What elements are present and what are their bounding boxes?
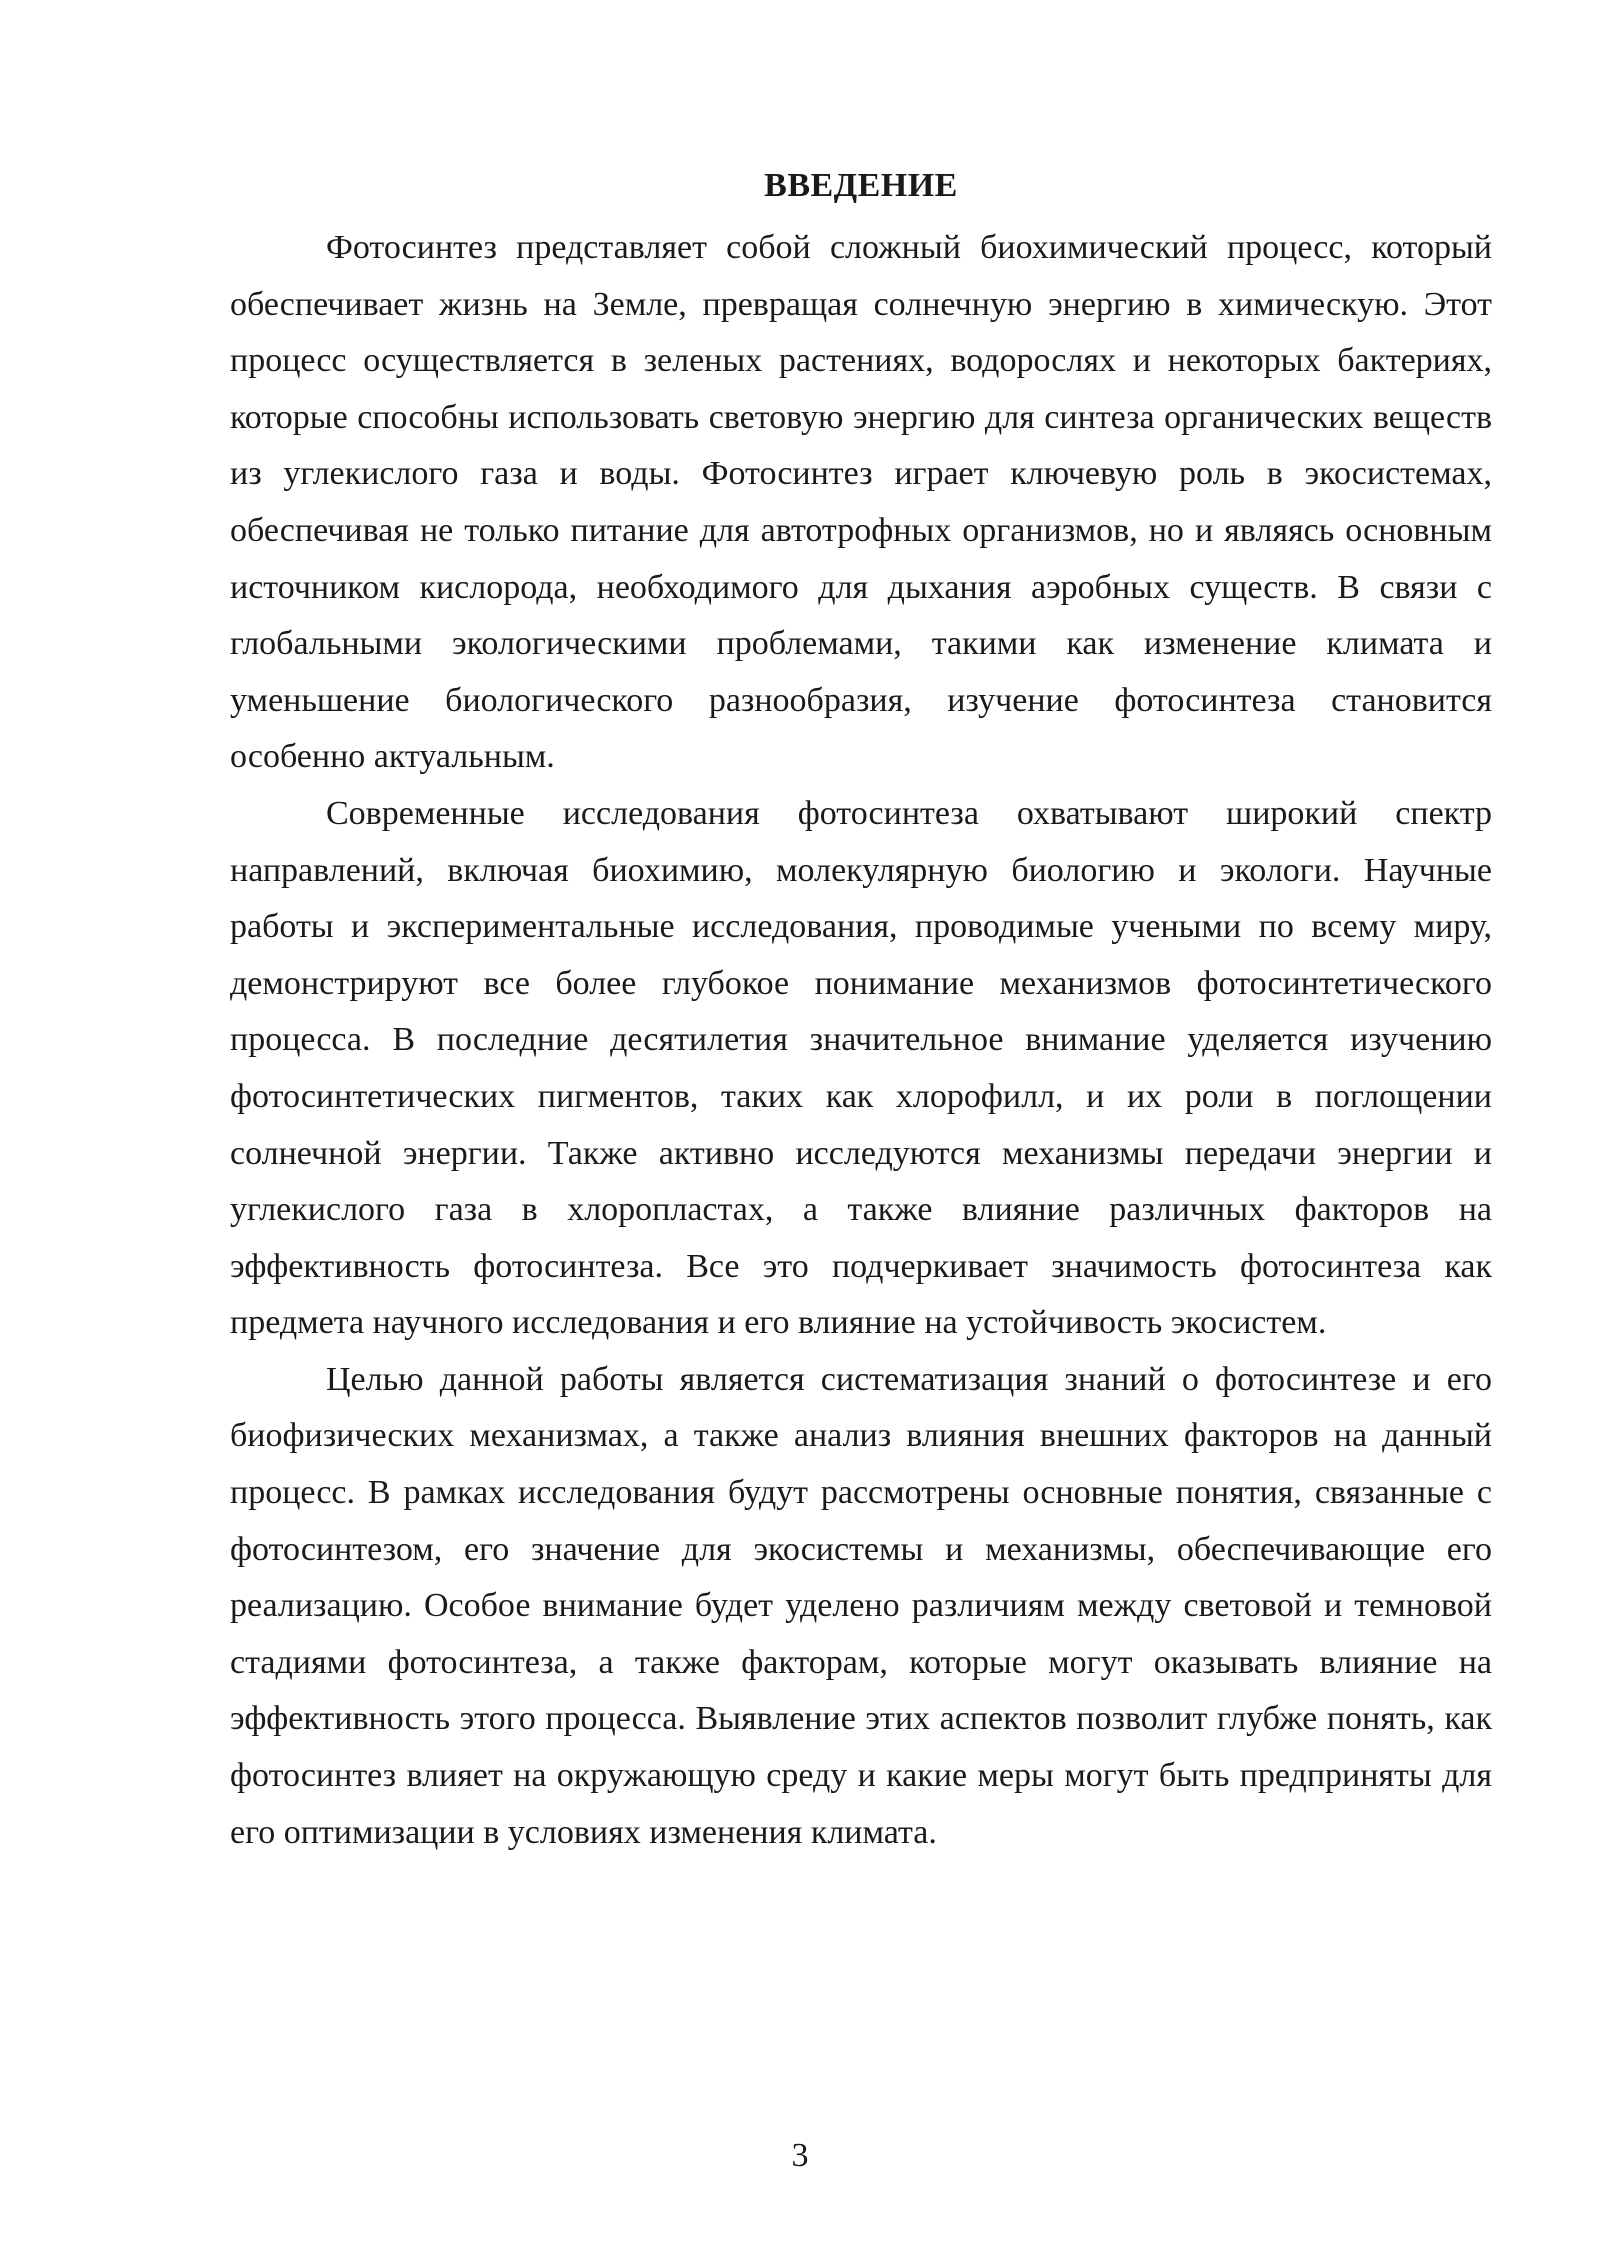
- paragraph-3: Целью данной работы является систематизация знаний о фотосинтезе и его биофизических механизмах, а также анализ влияния внешних факторов на данный процесс. В рамках исследования будут рассмотрены основные понятия, связанные с фотосинтезом, его значение для экосистемы и механизмы, обеспечивающие его реализацию. Особое внимание будет уделено различиям между световой и темновой стадиями фотосинтеза, а также факторам, которые могут оказывать влияние на эффективность этого процесса. Выявление этих аспектов позволит глубже понять, как фотосинтез влияет на окружающую среду и какие меры могут быть предприняты для его оптимизации в условиях изменения климата.: [230, 1360, 1492, 1851]
- paragraph-2: Современные исследования фотосинтеза охватывают широкий спектр направлений, включая биохимию, молекулярную биологию и экологи. Научные работы и экспериментальные исследования, проводимые учеными по всему миру, демонстрируют все более глубокое понимание механизмов фотосинтетического процесса. В последние десятилетия значительное внимание уделяется изучению фотосинтетических пигментов, таких как хлорофилл, и их роли в поглощении солнечной энергии. Также активно исследуются механизмы передачи энергии и углекислого газа в хлоропластах, а также влияние различных факторов на эффективность фотосинтеза. Все это подчеркивает значимость фотосинтеза как предмета научного исследования и его влияние на устойчивость экосистем.: [230, 794, 1492, 1342]
- section-heading: ВВЕДЕНИЕ: [764, 167, 958, 204]
- page-number: 3: [791, 2137, 809, 2174]
- page-content: [230, 162, 1492, 1861]
- paragraph-1: Фотосинтез представляет собой сложный биохимический процесс, который обеспечивает жизнь на Земле, превращая солнечную энергию в химическую. Этот процесс осуществляется в зеленых растениях, водорослях и некоторых бактериях, которые способны использовать световую энергию для синтеза органических веществ из углекислого газа и воды. Фотосинтез играет ключевую роль в экосистемах, обеспечивая не только питание для автотрофных организмов, но и являясь основным источником кислорода, необходимого для дыхания аэробных существ. В связи с глобальными экологическими проблемами, такими как изменение климата и уменьшение биологического разнообразия, изучение фотосинтеза становится особенно актуальным.: [230, 229, 1492, 776]
